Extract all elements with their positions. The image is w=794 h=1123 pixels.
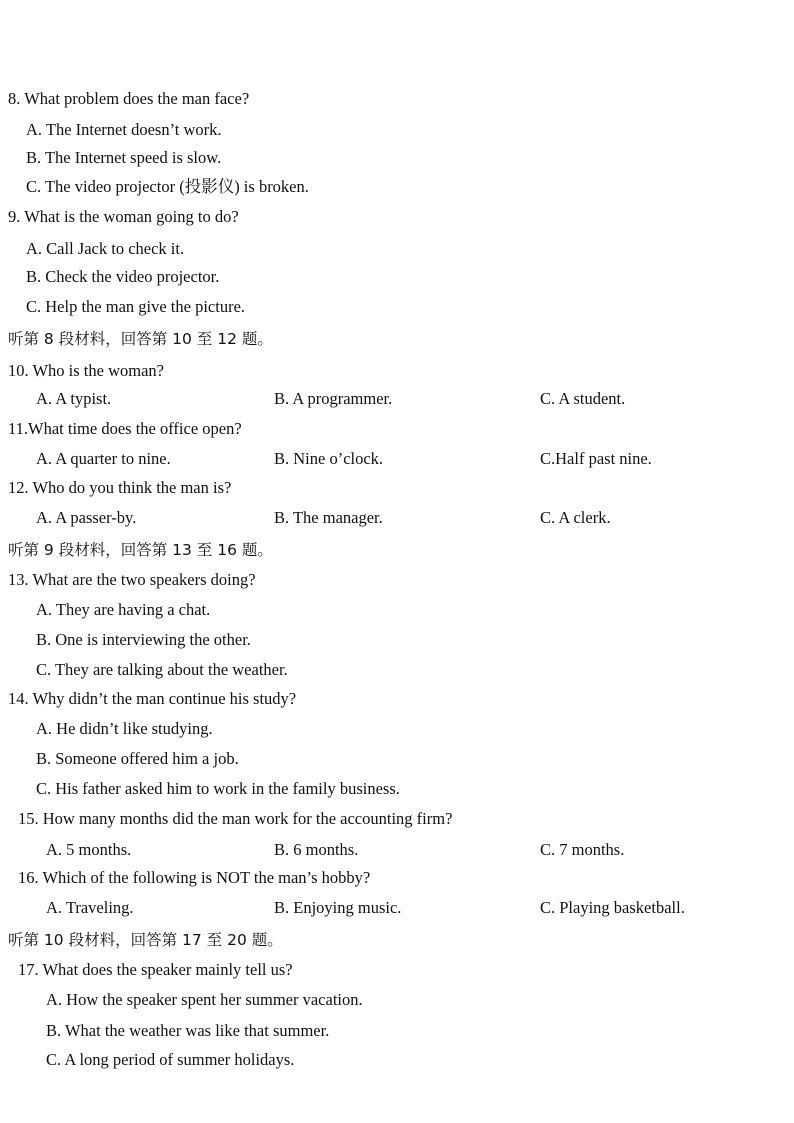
- options-row: [0, 839, 760, 861]
- question-9: 9. What is the woman going to do?: [8, 206, 239, 226]
- question-16: 16. Which of the following is NOT the man’s hobby?: [18, 867, 371, 887]
- question-8: 8. What problem does the man face?: [8, 88, 250, 108]
- option: B. Nine o’clock.: [274, 448, 384, 468]
- option: A. They are having a chat.: [36, 599, 211, 619]
- question-12: 12. Who do you think the man is?: [8, 477, 232, 497]
- option: A. 5 months.: [46, 839, 132, 859]
- option: A. The Internet doesn’t work.: [26, 119, 222, 139]
- question-10: 10. Who is the woman?: [8, 360, 164, 380]
- option: A. Traveling.: [46, 897, 134, 917]
- option: B. Someone offered him a job.: [36, 748, 239, 768]
- option: C. Playing basketball.: [540, 897, 685, 917]
- option: A. He didn’t like studying.: [36, 718, 213, 738]
- options-row: [0, 507, 760, 529]
- section-heading: 听第 10 段材料，回答第 17 至 20 题。: [8, 931, 283, 950]
- option: C. Help the man give the picture.: [26, 296, 246, 316]
- option: A. A typist.: [36, 388, 112, 408]
- option: A. Call Jack to check it.: [26, 238, 185, 258]
- question-14: 14. Why didn’t the man continue his study?: [8, 688, 297, 708]
- option: B. What the weather was like that summer.: [46, 1020, 330, 1040]
- options-row: [0, 388, 760, 410]
- section-heading: 听第 9 段材料，回答第 13 至 16 题。: [8, 541, 273, 560]
- option: A. A quarter to nine.: [36, 448, 171, 468]
- question-13: 13. What are the two speakers doing?: [8, 569, 256, 589]
- option: B. 6 months.: [274, 839, 359, 859]
- option: C. A student.: [540, 388, 626, 408]
- option: B. Check the video projector.: [26, 266, 220, 286]
- option: A. A passer-by.: [36, 507, 137, 527]
- option: B. Enjoying music.: [274, 897, 402, 917]
- question-17: 17. What does the speaker mainly tell us?: [18, 959, 293, 979]
- option: C. The video projector (投影仪) is broken.: [26, 176, 309, 196]
- options-row: [0, 448, 760, 470]
- option: A. How the speaker spent her summer vacation.: [46, 989, 363, 1009]
- option: C. A long period of summer holidays.: [46, 1049, 295, 1069]
- options-row: [0, 897, 760, 919]
- option: B. One is interviewing the other.: [36, 629, 251, 649]
- option: C. 7 months.: [540, 839, 625, 859]
- option: B. The Internet speed is slow.: [26, 147, 222, 167]
- option: C.Half past nine.: [540, 448, 652, 468]
- option: C. A clerk.: [540, 507, 611, 527]
- question-15: 15. How many months did the man work for the accounting firm?: [18, 808, 453, 828]
- question-11: 11.What time does the office open?: [8, 418, 242, 438]
- option: C. They are talking about the weather.: [36, 659, 288, 679]
- section-heading: 听第 8 段材料，回答第 10 至 12 题。: [8, 330, 273, 349]
- option: C. His father asked him to work in the family business.: [36, 778, 400, 798]
- option: B. A programmer.: [274, 388, 393, 408]
- option: B. The manager.: [274, 507, 383, 527]
